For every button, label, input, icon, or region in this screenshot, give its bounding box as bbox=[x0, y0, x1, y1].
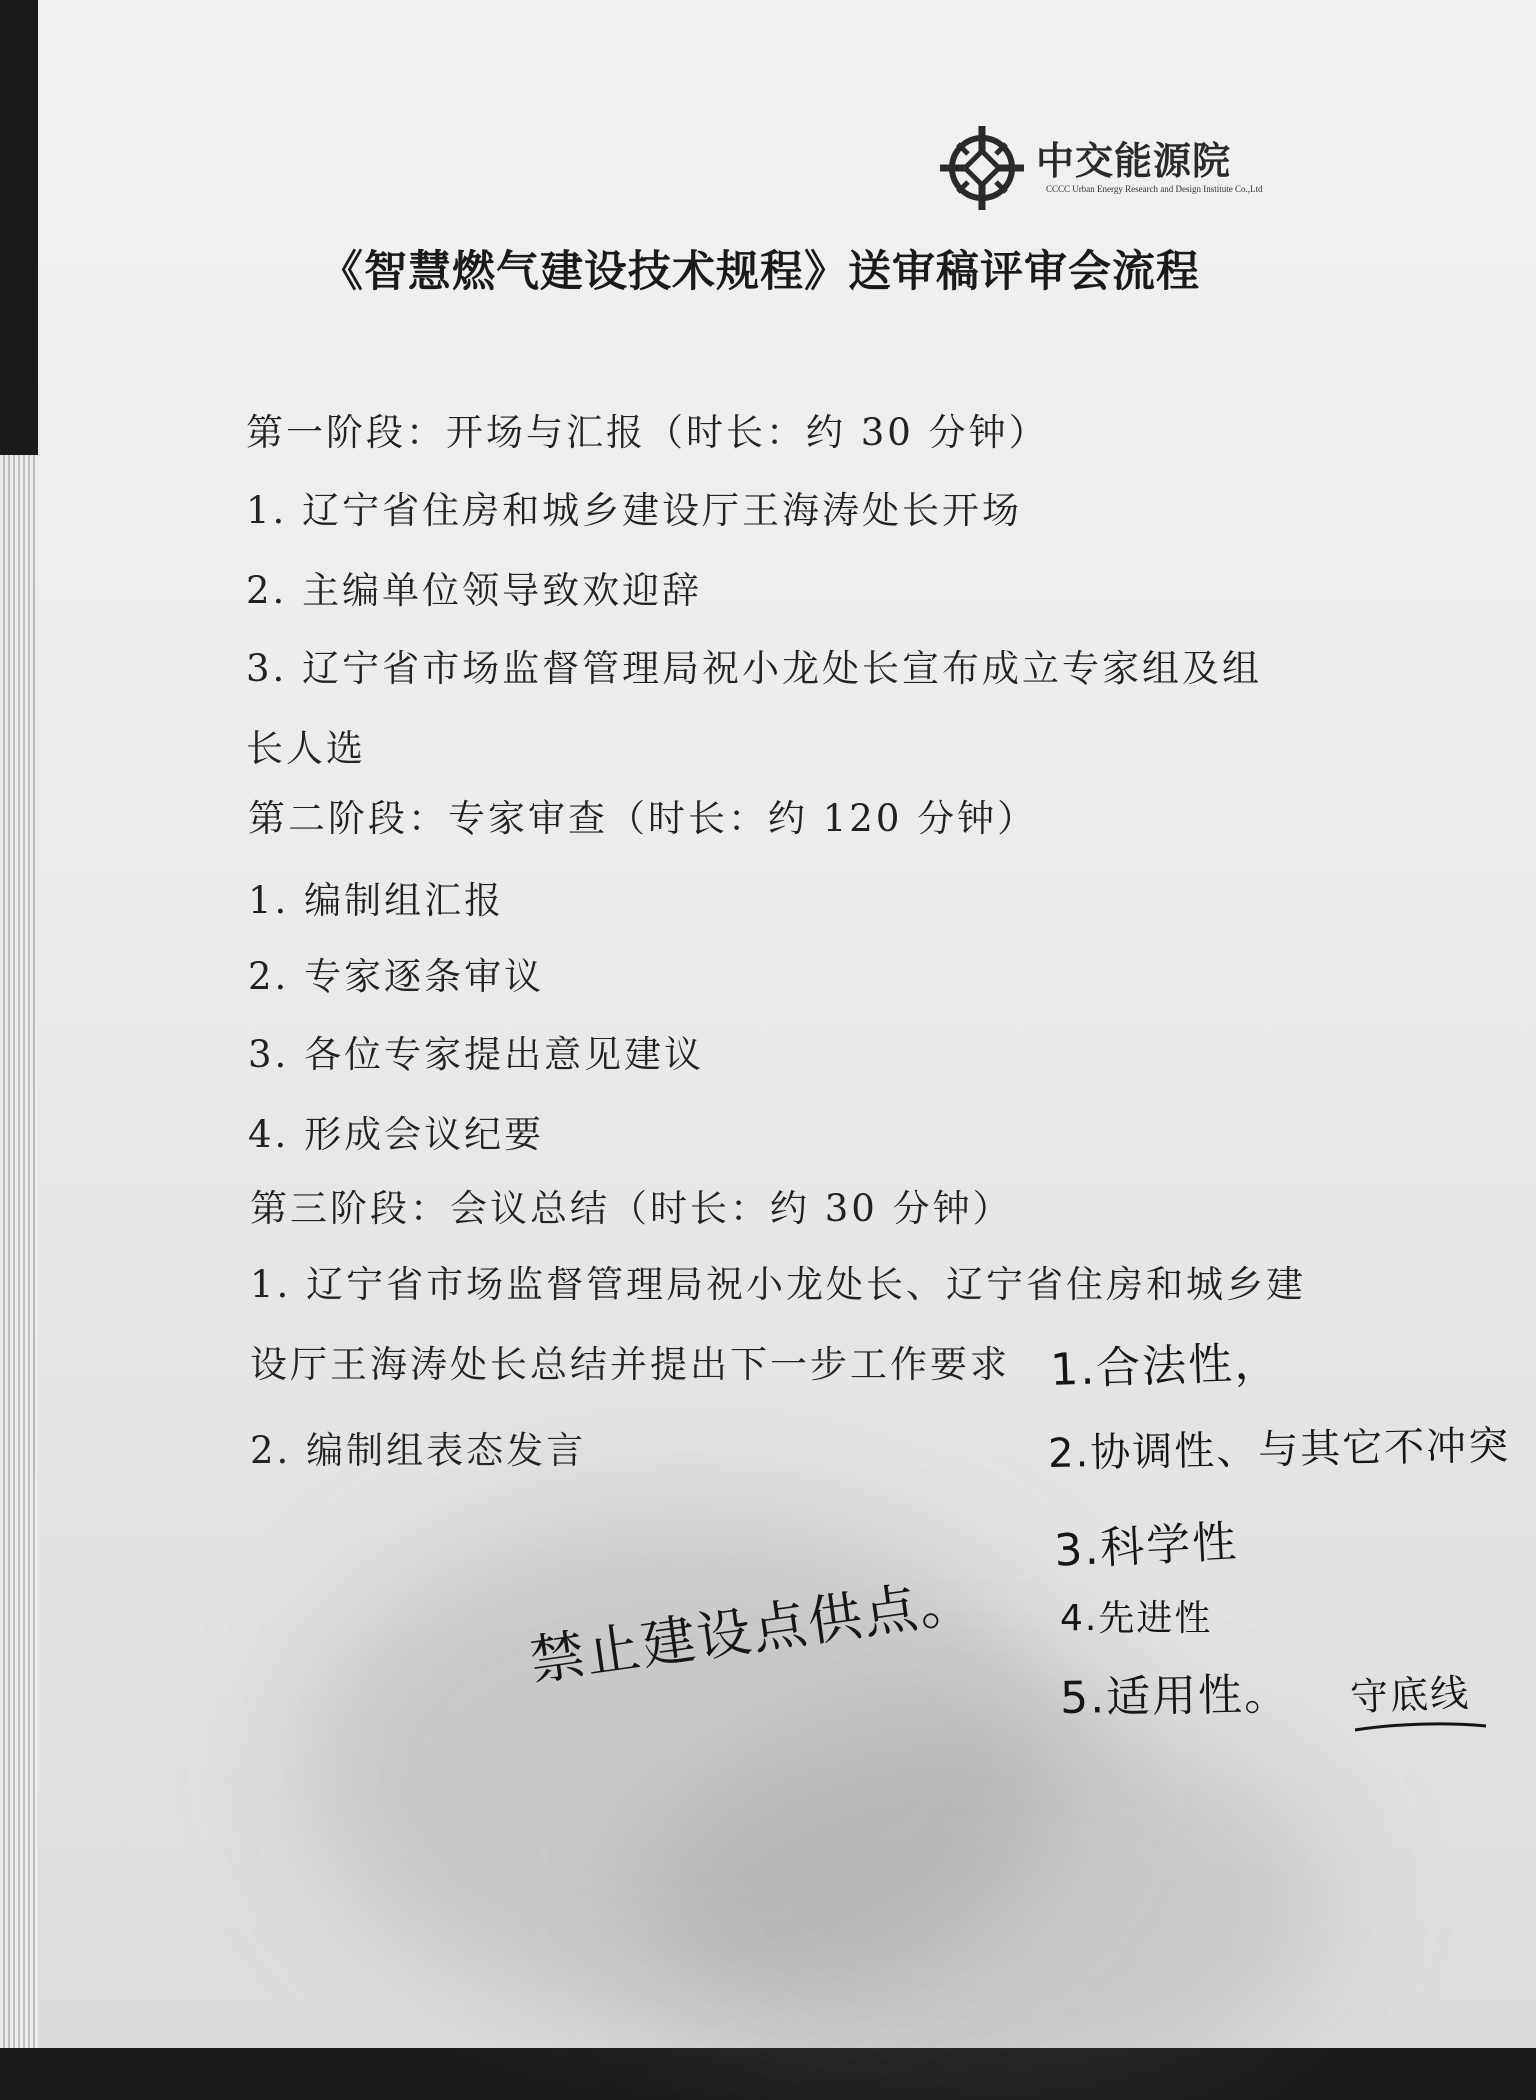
section-heading-stage-3: 第三阶段：会议总结（时长：约 30 分钟） bbox=[250, 1187, 1013, 1230]
list-item: 2. 编制组表态发言 bbox=[250, 1429, 587, 1472]
handwritten-note: 5.适用性。 bbox=[1059, 1668, 1291, 1725]
handwritten-note: 禁止建设点供点。 bbox=[526, 1568, 979, 1693]
section-heading-stage-2: 第二阶段：专家审查（时长：约 120 分钟） bbox=[248, 797, 1038, 840]
list-item-continuation: 设厅王海涛处长总结并提出下一步工作要求 bbox=[250, 1343, 1010, 1386]
list-item-continuation: 长人选 bbox=[246, 727, 366, 770]
list-item: 3. 辽宁省市场监督管理局祝小龙处长宣布成立专家组及组 bbox=[246, 647, 1263, 690]
handwritten-note: 2.协调性、与其它不冲突 bbox=[1047, 1422, 1511, 1478]
institute-english-name: CCCC Urban Energy Research and Design Institute Co.,Ltd bbox=[1046, 184, 1263, 194]
handwritten-note: 守底线 bbox=[1349, 1670, 1471, 1720]
paper-stack-edge bbox=[0, 455, 40, 2048]
handwritten-note: 4.先进性 bbox=[1060, 1598, 1213, 1639]
list-item: 2. 主编单位领导致欢迎辞 bbox=[246, 569, 703, 612]
section-heading-stage-1: 第一阶段：开场与汇报（时长：约 30 分钟） bbox=[246, 411, 1049, 454]
list-item: 2. 专家逐条审议 bbox=[248, 955, 545, 998]
handwritten-note: 3.科学性 bbox=[1053, 1516, 1240, 1577]
institute-name: 中交能源院 bbox=[1036, 139, 1232, 183]
institute-logo-icon bbox=[936, 122, 1028, 214]
shadow-lower-center bbox=[638, 1700, 1338, 2100]
list-item: 4. 形成会议纪要 bbox=[248, 1113, 545, 1156]
list-item: 1. 辽宁省住房和城乡建设厅王海涛处长开场 bbox=[246, 489, 1023, 532]
document-title: 《智慧燃气建设技术规程》送审稿评审会流程 bbox=[320, 247, 1200, 297]
document-page bbox=[38, 0, 1536, 2048]
handwritten-underline bbox=[1353, 1720, 1488, 1734]
list-item: 3. 各位专家提出意见建议 bbox=[248, 1033, 705, 1076]
institute-logo bbox=[936, 122, 1296, 222]
list-item: 1. 编制组汇报 bbox=[248, 879, 505, 922]
handwritten-note: 1.合法性， bbox=[1049, 1336, 1281, 1396]
list-item: 1. 辽宁省市场监督管理局祝小龙处长、辽宁省住房和城乡建 bbox=[250, 1263, 1307, 1306]
